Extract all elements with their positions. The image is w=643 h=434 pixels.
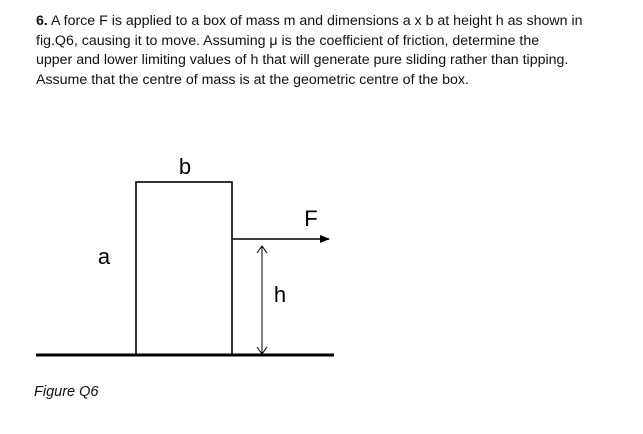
force-label: F bbox=[304, 206, 318, 231]
box bbox=[136, 182, 232, 355]
question-number: 6. bbox=[36, 13, 48, 29]
question-line-4: Assume that the centre of mass is at the geometric centre of the box. bbox=[36, 71, 469, 88]
box-width-label: b bbox=[178, 154, 192, 179]
question-line-2: fig.Q6, causing it to move. Assuming μ is the coefficient of friction, determine the bbox=[36, 32, 540, 49]
figure-caption: Figure Q6 bbox=[34, 384, 99, 400]
question-line-1-text: A force F is applied to a box of mass m and dimensions a x b at height h as shown in bbox=[47, 13, 583, 29]
box-height-label: a bbox=[97, 244, 111, 269]
force-height-label: h bbox=[273, 282, 287, 307]
question-line-3: upper and lower limiting values of h that will generate pure sliding rather than tipping. bbox=[36, 52, 569, 68]
